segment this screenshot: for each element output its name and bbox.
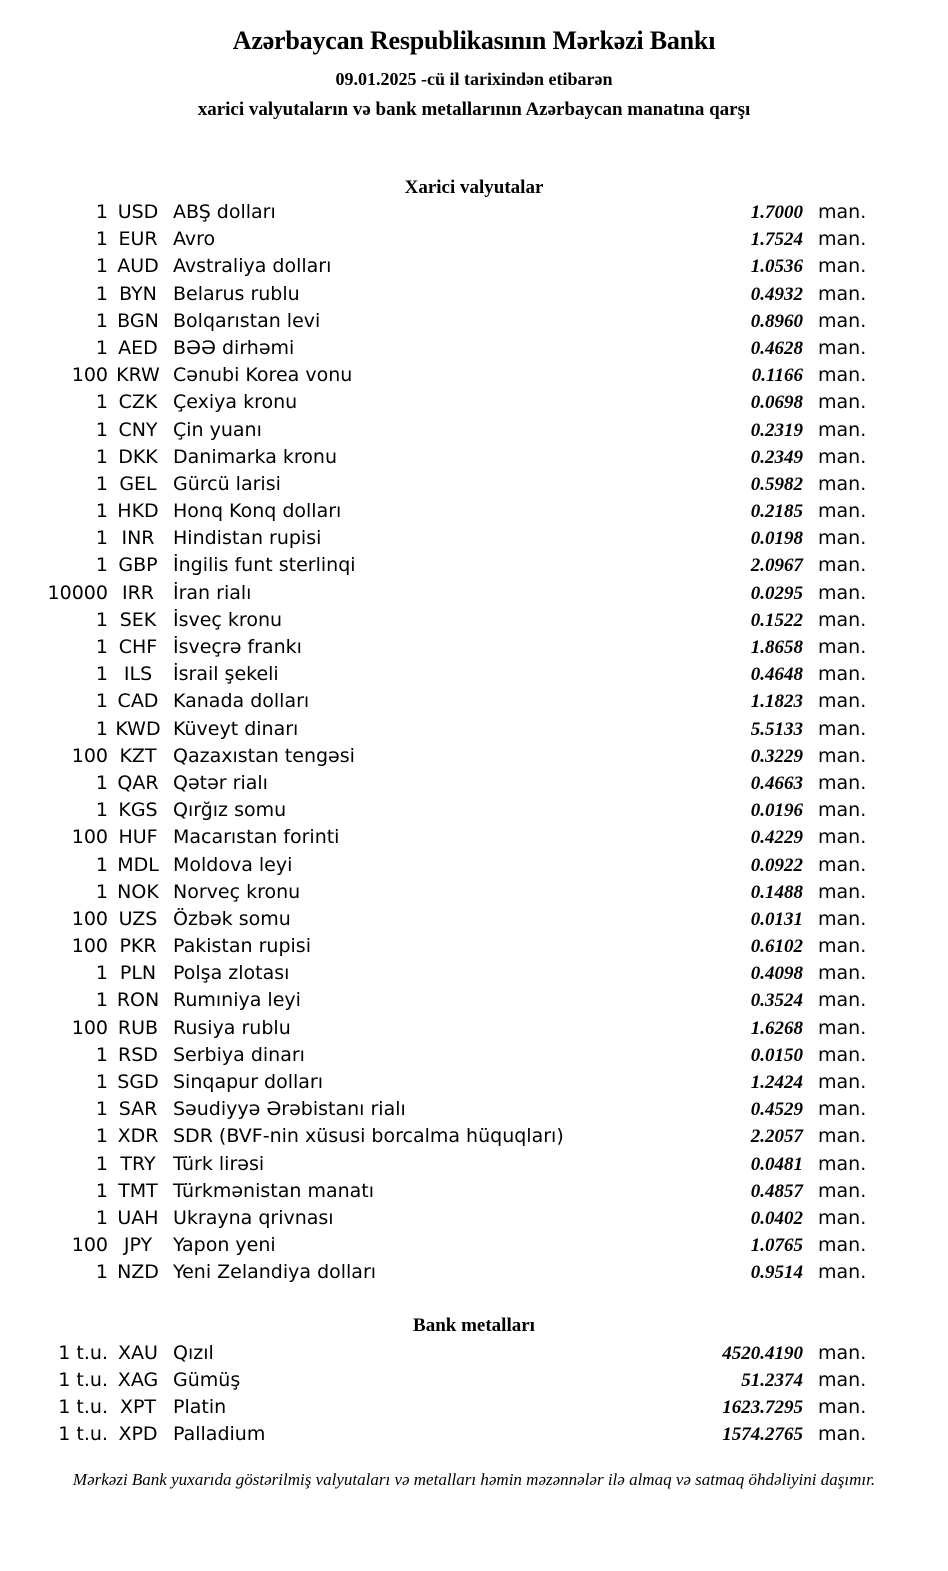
currency-code: CZK <box>118 391 158 414</box>
manat-unit-label: man. <box>818 1071 867 1093</box>
currency-code: AED <box>118 336 158 359</box>
currency-name: Platin <box>173 1395 227 1418</box>
currency-code: PLN <box>119 962 157 985</box>
currency-code: TMT <box>118 1179 158 1202</box>
manat-unit-label: man. <box>818 853 867 876</box>
currency-code: BGN <box>117 309 159 332</box>
manat-unit-label: man. <box>818 527 867 550</box>
currency-code: INR <box>121 527 155 550</box>
manat-unit-label: man. <box>818 717 867 740</box>
manat-unit-label: man. <box>818 282 867 305</box>
effective-date: 09.01.2025 -cü il tarixindən etibarən <box>335 69 613 89</box>
currency-code: UZS <box>118 907 158 930</box>
manat-unit-label: man. <box>818 336 867 359</box>
currency-name: Palladium <box>173 1423 266 1446</box>
manat-unit-label: man. <box>818 1234 867 1257</box>
quantity-value: 1 <box>95 989 108 1012</box>
rate-value: 0.8960 <box>750 310 803 332</box>
quantity-value: 1 <box>95 608 108 631</box>
quantity-value: 1 <box>95 445 108 468</box>
rate-value: 0.2319 <box>750 419 803 441</box>
currency-name: Honq Konq dolları <box>173 500 342 523</box>
metal-row <box>0 1367 948 1394</box>
currency-row <box>0 906 948 933</box>
rate-value: 0.4628 <box>750 337 803 359</box>
currency-row <box>0 1205 948 1232</box>
quantity-value: 100 <box>71 364 108 387</box>
currency-code: TRY <box>120 1152 156 1175</box>
manat-unit-label: man. <box>818 418 867 441</box>
manat-unit-label: man. <box>818 364 867 387</box>
rate-value: 0.0196 <box>750 800 803 822</box>
currency-code: PKR <box>119 935 157 958</box>
quantity-value: 1 <box>95 500 108 523</box>
currency-row <box>0 253 948 280</box>
currency-code: KWD <box>115 717 161 740</box>
currency-code: SAR <box>118 1098 158 1121</box>
currency-row <box>0 389 948 416</box>
currency-name: Gürcü larisi <box>173 472 281 495</box>
manat-unit-label: man. <box>818 1179 867 1202</box>
rate-value: 2.2057 <box>750 1126 803 1148</box>
quantity-value: 1 <box>95 1261 108 1284</box>
currency-name: Avro <box>173 228 216 251</box>
manat-unit-label: man. <box>818 1016 867 1039</box>
rate-value: 0.0922 <box>750 854 803 876</box>
currency-name: Çin yuanı <box>173 418 262 441</box>
rate-value: 0.4529 <box>750 1099 803 1121</box>
currency-row <box>0 281 948 308</box>
currency-code: UAH <box>117 1206 159 1229</box>
page-title: Azərbaycan Respublikasının Mərkəzi Bankı <box>232 26 716 55</box>
currency-row <box>0 1015 948 1042</box>
currency-name: İran rialı <box>173 581 252 604</box>
manat-unit-label: man. <box>818 1043 867 1066</box>
page-subtitle: xarici valyutaların və bank metallarının Azərbaycan manatına qarşı <box>197 99 751 120</box>
manat-unit-label: man. <box>818 935 867 958</box>
currency-name: Küveyt dinarı <box>173 717 299 740</box>
quantity-value: 1 <box>95 201 108 223</box>
quantity-value: 1 <box>95 1043 108 1066</box>
manat-unit-label: man. <box>818 1261 867 1284</box>
currency-row <box>0 444 948 471</box>
manat-unit-label: man. <box>818 771 867 794</box>
currency-name: Çexiya kronu <box>173 391 298 414</box>
currency-name: Səudiyyə Ərəbistanı rialı <box>173 1098 406 1121</box>
currency-row <box>0 308 948 335</box>
currency-row <box>0 879 948 906</box>
quantity-value: 1 <box>95 1071 108 1093</box>
manat-unit-label: man. <box>818 1206 867 1229</box>
quantity-value: 1 <box>95 1125 108 1148</box>
quantity-value: 1 <box>95 255 108 278</box>
currency-row <box>0 226 948 253</box>
currency-code: XAG <box>117 1368 159 1391</box>
metals-section-title: Bank metalları <box>413 1314 535 1336</box>
manat-unit-label: man. <box>818 989 867 1012</box>
currency-row <box>0 770 948 797</box>
currency-code: AUD <box>117 255 159 278</box>
disclaimer-text: Mərkəzi Bank yuxarıda göstərilmiş valyutaları və metalları həmin məzənnələr ilə almaq və satmaq öhdəliyini daşımır. <box>72 1470 876 1490</box>
quantity-value: 100 <box>71 744 108 767</box>
currency-name: Sinqapur dolları <box>173 1071 324 1093</box>
rate-value: 1.8658 <box>750 637 803 658</box>
currency-name: Rumıniya leyi <box>173 989 301 1012</box>
currency-row <box>0 498 948 525</box>
currency-name: Macarıstan forinti <box>173 826 340 849</box>
quantity-value: 1 t.u. <box>58 1341 108 1364</box>
currency-name: İsveçrə frankı <box>173 636 302 658</box>
currency-row <box>0 688 948 715</box>
rate-value: 0.0198 <box>750 528 803 550</box>
currency-code: JPY <box>123 1234 153 1257</box>
currency-row <box>0 199 948 226</box>
currency-name: İsveç kronu <box>173 608 283 631</box>
rate-value: 1.0536 <box>750 256 803 278</box>
currency-code: NOK <box>117 880 159 903</box>
currency-row <box>0 1259 948 1286</box>
rate-value: 0.2349 <box>750 446 803 468</box>
currency-row <box>0 362 948 389</box>
currency-row <box>0 525 948 552</box>
currency-name: Cənubi Korea vonu <box>173 364 353 387</box>
rate-value: 1.0765 <box>750 1235 803 1257</box>
currency-code: GEL <box>119 472 157 495</box>
currency-row <box>0 1096 948 1123</box>
quantity-value: 1 <box>95 1152 108 1175</box>
currency-row <box>0 1042 948 1069</box>
currency-name: Moldova leyi <box>173 853 293 876</box>
currency-row <box>0 417 948 444</box>
quantity-value: 1 <box>95 771 108 794</box>
quantity-value: 100 <box>71 1016 108 1039</box>
currency-code: CNY <box>118 418 158 441</box>
rate-value: 1.6268 <box>750 1017 803 1039</box>
rate-value: 0.1166 <box>751 365 803 387</box>
manat-unit-label: man. <box>818 690 867 713</box>
rate-value: 0.0295 <box>750 582 803 604</box>
currency-row <box>0 1123 948 1150</box>
currency-row <box>0 552 948 579</box>
manat-unit-label: man. <box>818 581 867 604</box>
rate-value: 1.7524 <box>750 229 803 251</box>
currency-row <box>0 797 948 824</box>
quantity-value: 1 <box>95 282 108 305</box>
metal-row <box>0 1340 948 1367</box>
currency-code: EUR <box>118 228 158 251</box>
rate-value: 0.6102 <box>750 936 803 958</box>
manat-unit-label: man. <box>818 962 867 985</box>
currency-name: Danimarka kronu <box>173 445 338 468</box>
manat-unit-label: man. <box>818 1341 867 1364</box>
manat-unit-label: man. <box>818 255 867 278</box>
currency-row <box>0 743 948 770</box>
rate-value: 1574.2765 <box>722 1424 803 1446</box>
currency-code: KRW <box>116 364 160 387</box>
quantity-value: 100 <box>71 826 108 849</box>
currency-code: CHF <box>118 636 158 658</box>
quantity-value: 1 <box>95 336 108 359</box>
currency-name: Kanada dolları <box>173 690 310 713</box>
manat-unit-label: man. <box>818 472 867 495</box>
currency-name: Yapon yeni <box>173 1234 276 1257</box>
rate-value: 0.1522 <box>750 609 803 631</box>
currency-code: XPD <box>118 1423 158 1446</box>
currency-code: GBP <box>118 554 158 577</box>
rate-value: 0.4229 <box>750 827 803 849</box>
currency-row <box>0 335 948 362</box>
currency-code: CAD <box>117 690 159 713</box>
metal-row <box>0 1394 948 1421</box>
rate-value: 0.0402 <box>750 1207 803 1229</box>
rate-value: 0.5982 <box>750 473 803 495</box>
currency-name: Qazaxıstan tengəsi <box>173 744 355 767</box>
manat-unit-label: man. <box>818 744 867 767</box>
currencies-section-title: Xarici valyutalar <box>404 177 544 198</box>
manat-unit-label: man. <box>818 445 867 468</box>
rate-value: 0.3229 <box>750 745 803 767</box>
currency-code: KGS <box>118 799 158 822</box>
rate-value: 2.0967 <box>750 555 803 577</box>
rate-value: 1.1823 <box>750 691 803 713</box>
currency-row <box>0 987 948 1014</box>
quantity-value: 1 <box>95 853 108 876</box>
currency-row <box>0 580 948 607</box>
quantity-value: 1 <box>95 799 108 822</box>
rate-value: 0.0481 <box>750 1153 803 1175</box>
currency-name: Belarus rublu <box>173 282 300 305</box>
currency-name: ABŞ dolları <box>173 201 276 223</box>
quantity-value: 1 <box>95 554 108 577</box>
rate-value: 0.4932 <box>750 283 803 305</box>
currency-name: Serbiya dinarı <box>173 1043 305 1066</box>
quantity-value: 1 <box>95 1179 108 1202</box>
currency-row <box>0 1069 948 1096</box>
rate-value: 0.4663 <box>750 772 803 794</box>
rate-value: 51.2374 <box>741 1369 803 1391</box>
currency-code: IRR <box>121 581 154 604</box>
manat-unit-label: man. <box>818 1395 867 1418</box>
currency-name: Pakistan rupisi <box>173 935 311 958</box>
currency-name: Bolqarıstan levi <box>173 309 321 332</box>
manat-unit-label: man. <box>818 1423 867 1446</box>
currency-code: SGD <box>117 1071 159 1093</box>
quantity-value: 1 t.u. <box>58 1395 108 1418</box>
currency-name: Gümüş <box>173 1368 241 1391</box>
currency-code: XDR <box>117 1125 159 1148</box>
quantity-value: 1 <box>95 880 108 903</box>
quantity-value: 1 <box>95 418 108 441</box>
currency-code: RSD <box>118 1043 158 1066</box>
currency-code: RUB <box>117 1016 159 1039</box>
currency-row <box>0 960 948 987</box>
quantity-value: 1 <box>95 663 108 686</box>
currency-code: NZD <box>117 1261 159 1284</box>
rate-value: 0.3524 <box>750 990 803 1012</box>
currency-code: HKD <box>117 500 159 523</box>
currency-row <box>0 634 948 661</box>
currency-name: SDR (BVF-nin xüsusi borcalma hüquqları) <box>173 1125 564 1148</box>
manat-unit-label: man. <box>818 907 867 930</box>
quantity-value: 1 <box>95 527 108 550</box>
rate-value: 0.2185 <box>750 501 803 523</box>
quantity-value: 1 <box>95 690 108 713</box>
currency-code: SEK <box>119 608 157 631</box>
rate-value: 0.4857 <box>750 1180 803 1202</box>
quantity-value: 1 <box>95 391 108 414</box>
currency-name: Türkmənistan manatı <box>173 1179 375 1202</box>
manat-unit-label: man. <box>818 201 867 223</box>
currency-code: USD <box>117 201 159 223</box>
quantity-value: 100 <box>71 1234 108 1257</box>
quantity-value: 10000 <box>47 581 108 604</box>
rate-value: 1.2424 <box>750 1072 803 1093</box>
currency-code: BYN <box>119 282 157 305</box>
manat-unit-label: man. <box>818 309 867 332</box>
currency-code: QAR <box>117 771 159 794</box>
currency-code: ILS <box>123 663 153 686</box>
currency-code: MDL <box>117 853 159 876</box>
currency-name: BƏƏ dirhəmi <box>173 336 295 359</box>
currency-name: Özbək somu <box>173 907 291 930</box>
rate-value: 1623.7295 <box>722 1396 803 1418</box>
currency-row <box>0 1151 948 1178</box>
manat-unit-label: man. <box>818 554 867 577</box>
rate-value: 0.1488 <box>750 881 803 903</box>
currency-row <box>0 607 948 634</box>
currency-name: Yeni Zelandiya dolları <box>173 1261 377 1284</box>
rate-value: 0.4648 <box>750 664 803 686</box>
currency-name: Ukrayna qrivnası <box>173 1206 334 1229</box>
currency-name: Rusiya rublu <box>173 1016 291 1039</box>
quantity-value: 1 t.u. <box>58 1423 108 1446</box>
rate-value: 1.7000 <box>750 202 803 223</box>
rate-value: 0.0131 <box>750 908 803 930</box>
currency-name: İngilis funt sterlinqi <box>173 554 356 577</box>
quantity-value: 1 <box>95 309 108 332</box>
manat-unit-label: man. <box>818 1152 867 1175</box>
manat-unit-label: man. <box>818 1125 867 1148</box>
rate-value: 4520.4190 <box>722 1342 803 1364</box>
exchange-rates-page <box>0 27 948 1571</box>
currency-code: DKK <box>118 445 158 468</box>
quantity-value: 100 <box>71 907 108 930</box>
quantity-value: 1 <box>95 1098 108 1121</box>
metal-row <box>0 1421 948 1448</box>
currency-row <box>0 471 948 498</box>
currency-code: XAU <box>118 1341 158 1364</box>
currency-code: KZT <box>119 744 157 767</box>
currency-row <box>0 1178 948 1205</box>
currency-code: HUF <box>118 826 158 849</box>
currency-row <box>0 933 948 960</box>
currency-name: Türk lirəsi <box>173 1152 265 1175</box>
currency-name: Qızıl <box>173 1341 214 1364</box>
currency-name: İsrail şekeli <box>173 663 279 686</box>
manat-unit-label: man. <box>818 1098 867 1121</box>
currency-name: Qətər rialı <box>173 771 268 794</box>
currency-row <box>0 824 948 851</box>
manat-unit-label: man. <box>818 608 867 631</box>
metals-table <box>0 1340 948 1449</box>
quantity-value: 1 t.u. <box>58 1368 108 1391</box>
quantity-value: 100 <box>71 935 108 958</box>
manat-unit-label: man. <box>818 391 867 414</box>
manat-unit-label: man. <box>818 1368 867 1391</box>
rate-value: 0.9514 <box>750 1262 803 1284</box>
rate-value: 0.4098 <box>750 963 803 985</box>
currency-name: Avstraliya dolları <box>173 255 332 278</box>
currency-row <box>0 1232 948 1259</box>
rate-value: 0.0698 <box>750 392 803 414</box>
quantity-value: 1 <box>95 472 108 495</box>
quantity-value: 1 <box>95 717 108 740</box>
quantity-value: 1 <box>95 962 108 985</box>
manat-unit-label: man. <box>818 228 867 251</box>
quantity-value: 1 <box>95 1206 108 1229</box>
manat-unit-label: man. <box>818 880 867 903</box>
currency-code: RON <box>116 989 160 1012</box>
currency-name: Qırğız somu <box>173 799 287 822</box>
manat-unit-label: man. <box>818 500 867 523</box>
manat-unit-label: man. <box>818 799 867 822</box>
rate-value: 0.0150 <box>750 1044 803 1066</box>
rate-value: 5.5133 <box>750 718 803 740</box>
currency-row <box>0 661 948 688</box>
manat-unit-label: man. <box>818 663 867 686</box>
currency-name: Norveç kronu <box>173 880 301 903</box>
manat-unit-label: man. <box>818 826 867 849</box>
currency-name: Polşa zlotası <box>173 962 290 985</box>
currencies-table <box>0 199 948 1287</box>
currency-row <box>0 716 948 743</box>
manat-unit-label: man. <box>818 636 867 658</box>
quantity-value: 1 <box>95 228 108 251</box>
currency-code: XPT <box>119 1395 157 1418</box>
currency-row <box>0 852 948 879</box>
currency-name: Hindistan rupisi <box>173 527 322 550</box>
quantity-value: 1 <box>95 636 108 658</box>
